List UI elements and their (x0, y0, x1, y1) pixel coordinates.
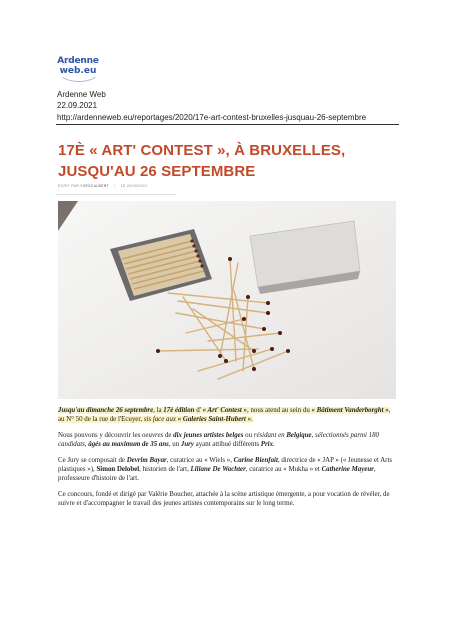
byline-author[interactable]: YVESCALBERT (80, 184, 109, 188)
logo-line1: Ardenne (57, 56, 99, 66)
paragraph-4: Ce concours, fondé et dirigé par Valérie Boucher, attachée à la scène artistique émergente, a pour vocation de révéler, de suivre et d'accompagner le travail des jeunes artistes contemporains sur le long terme. (58, 490, 390, 508)
logo-line2: web.eu (59, 66, 97, 76)
ardenneweb-logo (56, 52, 100, 86)
byline-divider (56, 194, 176, 195)
source-site: Ardenne Web (57, 90, 106, 99)
byline (58, 184, 147, 188)
source-date: 22.09.2021 (57, 101, 98, 110)
byline-date: LE 20/09/2021 (120, 184, 148, 188)
article-title: 17È « ART' CONTEST », À BRUXELLES, JUSQU'AU 26 SEPTEMBRE (58, 142, 346, 180)
header-divider (56, 124, 399, 125)
paragraph-3: Ce Jury se composait de Devrim Bayar, curatrice au « Wiels », Carine Bienfait, directrice de « JAP » (« Jeunesse et Arts plastiques »), Simon Delobel, historien de l'art, Liliane De Wachter, curatrice au « Mukha » et Catherine Mayeur, professeure d'histoire de l'art. (58, 456, 393, 483)
source-url: http://ardenneweb.eu/reportages/2020/17e-art-contest-bruxelles-jusquau-26-septembre (57, 113, 367, 122)
byline-separator: | (114, 184, 116, 188)
byline-prefix: ÉCRIT PAR (58, 184, 80, 188)
paragraph-1: Jusqu'au dimanche 26 septembre, la 17è édition d' « Art' Contest », nous atend au sein du « Bâtiment Vanderborght », au N° 50 de la rue de l'Ecuyer, sis face aux « Galeries Saint-Hubert ». (58, 407, 391, 424)
article-photo (58, 201, 396, 399)
paragraph-2: Nous pouvons y découvrir les oeuvres de dix jeunes artistes belges ou résidant en Belgique, sélectionnés parmi 180 candidats, âgés au maximum de 35 ans, un Jury ayant attibué différents Prix. (58, 431, 379, 449)
article-body (58, 406, 398, 515)
